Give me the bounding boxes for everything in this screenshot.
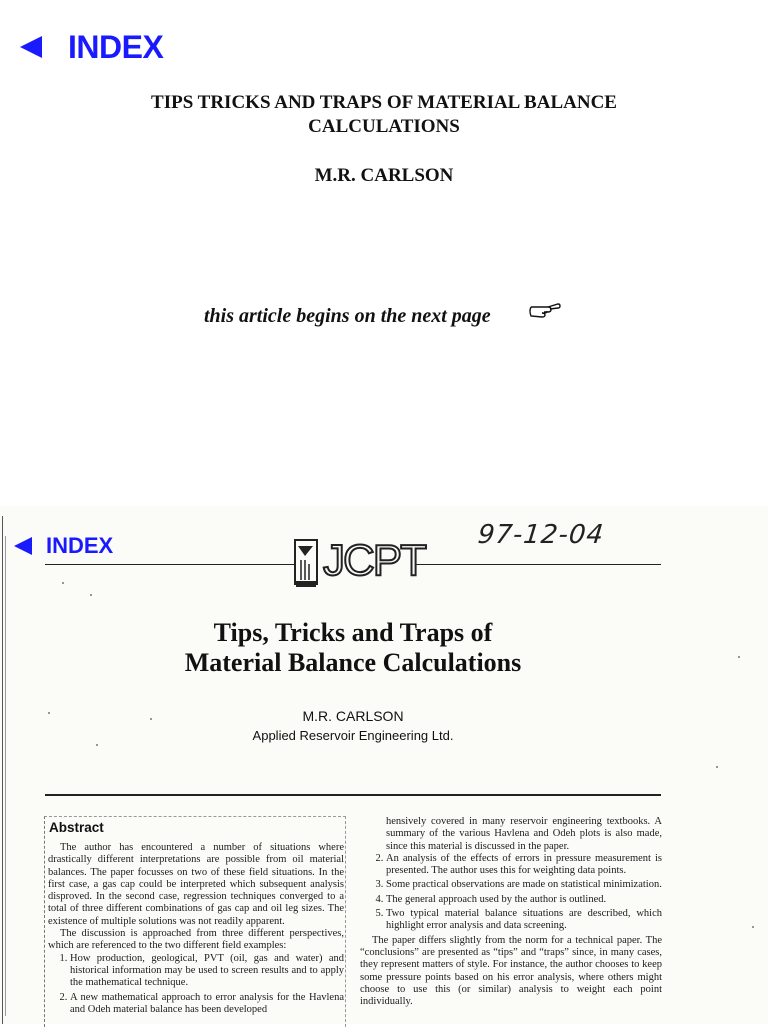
scan-speck <box>716 766 718 768</box>
next-page-note <box>204 305 491 328</box>
right-item4: 4. The general approach used by the author is outlined. <box>386 894 662 906</box>
binding-edge-inner <box>5 536 6 1016</box>
right-para-b: The paper differs slightly from the norm for a technical paper. The “conclusions” are presented as “tips” and “traps” since, in many cases, they represent matters of style. For instance, the author chooses to keep some pressure points based on his error analysis, where others might choose to use this (or similar) analysis to weight each point individually. <box>360 934 662 1008</box>
abstract-item1: 1. How production, geological, PVT (oil, gas and water) and historical information may be used to screen results and to apply the mathematical technique. <box>70 953 344 990</box>
index-link-label: INDEX <box>68 28 164 65</box>
scan-index-label: INDEX <box>46 533 114 558</box>
back-arrow-icon <box>20 36 42 58</box>
body-divider <box>45 794 661 796</box>
abstract-para1: The author has encountered a number of situations where drastically different interpretations are possible from oil material balances. The paper focusses on two of these field situations. In the first case, a gas cap could be interpreted which subsequent analysis disproved. In the second case, regression techniques converged to a total of three different combinations of gas cap and oil leg sizes. The existence of multiple solutions was not readily apparent. <box>48 842 344 927</box>
paper-author: M.R. CARLSON <box>302 708 404 724</box>
abstract-para2: The discussion is approached from three different perspectives, which are referenced to the two different field examples: <box>48 928 344 952</box>
scan-index-link[interactable] <box>14 533 113 559</box>
header-rule-left <box>45 564 295 565</box>
scan-speck <box>90 594 92 596</box>
abstract-item2: 2. A new mathematical approach to error analysis for the Havlena and Odeh material balance has been developed <box>70 992 344 1017</box>
handwritten-reference: 97-12-04 <box>476 520 606 550</box>
header-rule-right <box>414 564 661 565</box>
scan-speck <box>150 718 152 720</box>
scan-speck <box>96 744 98 746</box>
cover-author: M.R. CARLSON <box>314 165 454 186</box>
right-item5: 5. Two typical material balance situations are described, which highlight error analysis and data screening. <box>386 908 662 933</box>
pointing-hand-icon <box>528 300 562 327</box>
right-continuation: hensively covered in many reservoir engineering textbooks. A summary of the various Havlena and Odeh plots is also made, since this material is discussed in the paper. <box>386 816 662 852</box>
jcpt-logo-text: JCPT <box>323 536 425 585</box>
paper-affiliation: Applied Reservoir Engineering Ltd. <box>252 728 454 743</box>
scan-speck <box>738 656 740 658</box>
abstract-heading: Abstract <box>49 820 104 835</box>
right-column <box>360 816 662 1008</box>
scan-speck <box>752 926 754 928</box>
left-column <box>48 842 344 1018</box>
scan-speck <box>48 712 50 714</box>
cover-title-line1: TIPS TRICKS AND TRAPS OF MATERIAL BALANCE <box>151 92 617 113</box>
paper-title-line1: Tips, Tricks and Traps of <box>213 618 493 647</box>
right-item3: 3. Some practical observations are made on statistical minimization. <box>386 879 662 891</box>
scanned-page <box>0 506 768 1024</box>
scan-speck <box>62 582 64 584</box>
paper-title-line2: Material Balance Calculations <box>184 648 522 677</box>
right-item2: 2. An analysis of the effects of errors in pressure measurement is presented. The author uses this for weighting data points. <box>386 853 662 878</box>
index-link[interactable] <box>20 30 163 64</box>
scan-back-arrow-icon <box>14 537 32 555</box>
cover-title-line2: CALCULATIONS <box>308 116 460 137</box>
next-page-note-text: this article begins on the next page <box>204 305 491 327</box>
jcpt-logo <box>293 534 425 592</box>
binding-edge <box>2 516 3 1024</box>
